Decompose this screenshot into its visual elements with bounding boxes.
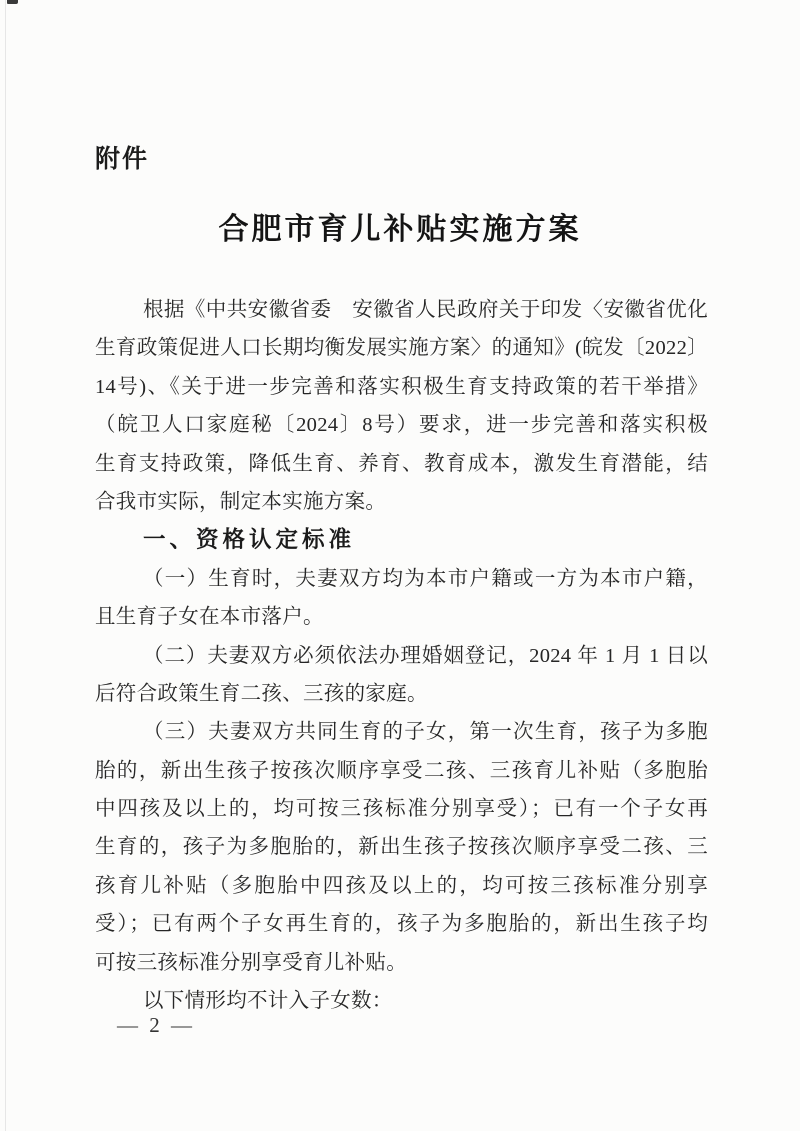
clause2-line: 后符合政策生育二孩、三孩的家庭。: [95, 682, 428, 705]
note-line: 以下情形均不计入子女数：: [143, 990, 393, 1013]
clause3-line: 中四孩及以上的，均可按三孩标准分别享受）；已有一个子女再: [95, 798, 708, 821]
attachment-label: 附件: [95, 145, 150, 173]
document-title: 合肥市育儿补贴实施方案: [218, 213, 582, 246]
scan-corner-mark: [7, 0, 18, 4]
page-number: — 2 —: [117, 1013, 195, 1037]
scan-edge-line: [5, 0, 6, 1131]
clause3-line: （三）夫妻双方共同生育的子女，第一次生育，孩子为多胞: [143, 721, 708, 744]
clause3-line: 胎的，新出生孩子按孩次顺序享受二孩、三孩育儿补贴（多胞胎: [95, 759, 708, 782]
clause2-line: （二）夫妻双方必须依法办理婚姻登记，2024 年 1 月 1 日以: [143, 644, 708, 667]
clause3-line: 孩育儿补贴（多胞胎中四孩及以上的，均可按三孩标准分别享: [95, 874, 708, 897]
intro-line: 生育支持政策，降低生育、养育、教育成本，激发生育潜能，结: [95, 452, 708, 475]
clause3-line: 生育的，孩子为多胞胎的，新出生孩子按孩次顺序享受二孩、三: [95, 836, 708, 859]
clause1-line: 且生育子女在本市落户。: [95, 606, 324, 629]
document-body: [95, 291, 708, 1020]
intro-line: 生育政策促进人口长期均衡发展实施方案〉的通知》(皖发〔2022〕: [95, 337, 708, 360]
clause3-line: 受）；已有两个子女再生育的，孩子为多胞胎的，新出生孩子均: [95, 913, 708, 936]
clause3-line: 可按三孩标准分别享受育儿补贴。: [95, 951, 407, 974]
clause1-line: （一）生育时，夫妻双方均为本市户籍或一方为本市户籍，: [143, 567, 708, 590]
intro-line: 合我市实际，制定本实施方案。: [95, 490, 387, 513]
section-heading: 一、资格认定标准: [143, 527, 356, 553]
intro-line: 14号)、《关于进一步完善和落实积极生育支持政策的若干举措》: [95, 375, 708, 398]
intro-line: 根据《中共安徽省委 安徽省人民政府关于印发〈安徽省优化: [143, 299, 708, 321]
intro-line: （皖卫人口家庭秘〔2024〕8号）要求，进一步完善和落实积极: [95, 414, 708, 437]
